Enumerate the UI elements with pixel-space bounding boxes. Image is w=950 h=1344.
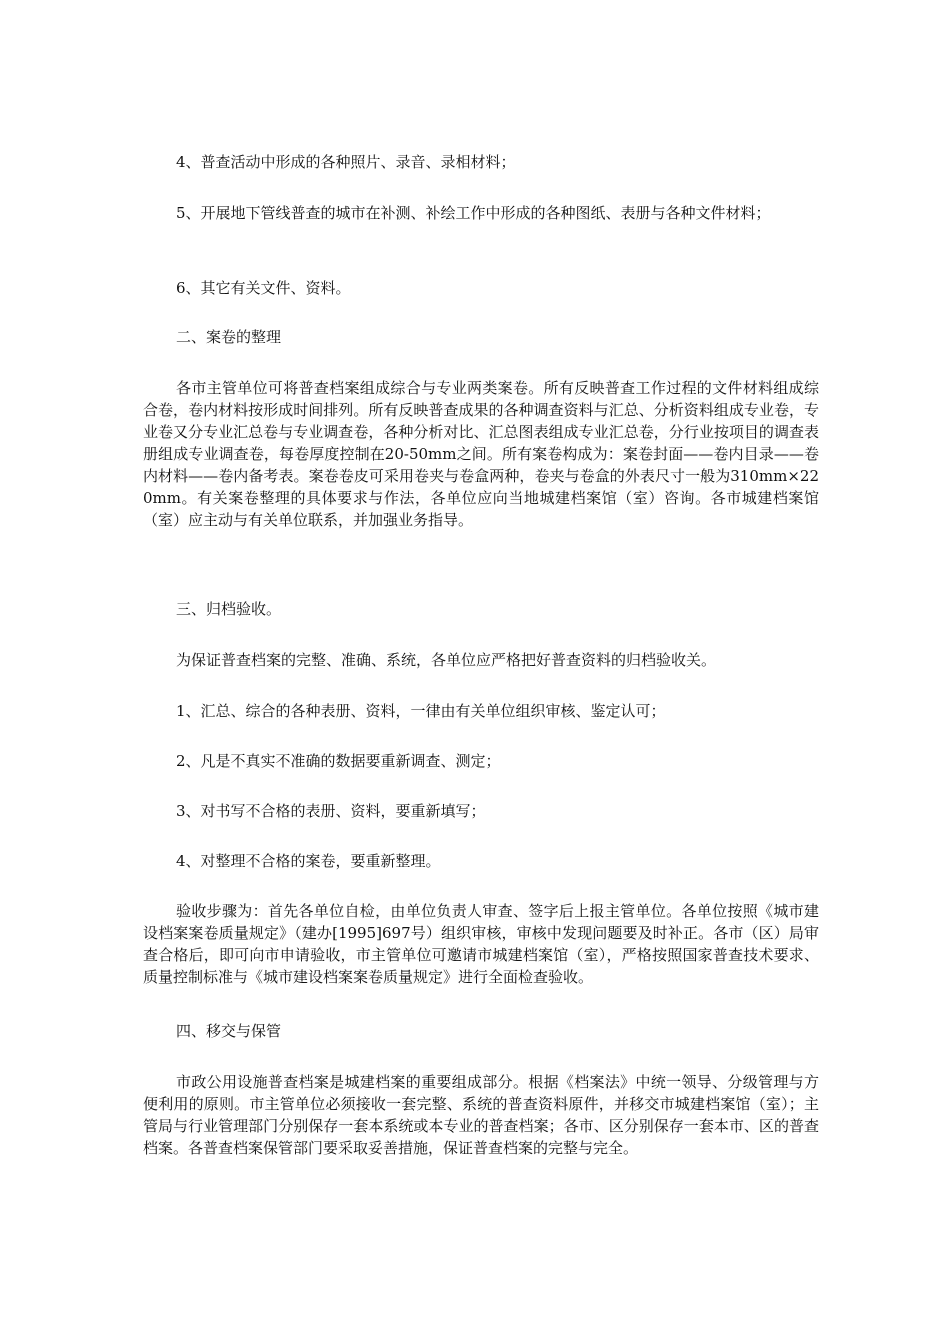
section-heading: 二、案卷的整理: [176, 328, 282, 346]
section-heading: 三、归档验收。: [176, 600, 282, 618]
list-item: 3、对书写不合格的表册、资料，要重新填写；: [176, 802, 486, 820]
paragraph: 为保证普查档案的完整、准确、系统，各单位应严格把好普查资料的归档验收关。: [176, 651, 717, 669]
list-item: 1、汇总、综合的各种表册、资料，一律由有关单位组织审核、鉴定认可；: [176, 702, 666, 720]
paragraph: 各市主管单位可将普查档案组成综合与专业两类案卷。所有反映普查工作过程的文件材料组成综合卷，卷内材料按形成时间排列。所有反映普查成果的各种调查资料与汇总、分析资料组成专业卷，专业卷又分专业汇总卷与专业调查卷，各种分析对比、汇总图表组成专业汇总卷，分行业按项目的调查表册组成专业调查卷，每卷厚度控制在20-50mm之间。所有案卷构成为：案卷封面——卷内目录——卷内材料——卷内备考表。案卷卷皮可采用卷夹与卷盒两种，卷夹与卷盒的外表尺寸一般为310mm×220mm。有关案卷整理的具体要求与作法，各单位应向当地城建档案馆（室）咨询。各市城建档案馆（室）应主动与有关单位联系，并加强业务指导。: [143, 379, 819, 529]
list-item: 4、对整理不合格的案卷，要重新整理。: [176, 852, 441, 870]
list-item: 5、开展地下管线普查的城市在补测、补绘工作中形成的各种图纸、表册与各种文件材料；: [176, 204, 771, 222]
paragraph: 验收步骤为：首先各单位自检，由单位负责人审查、签字后上报主管单位。各单位按照《城市建设档案案卷质量规定》（建办[1995]697号）组织审核，审核中发现问题要及时补正。各市（区）局审查合格后，即可向市申请验收，市主管单位可邀请市城建档案馆（室），严格按照国家普查技术要求、质量控制标准与《城市建设档案案卷质量规定》进行全面检查验收。: [143, 902, 819, 986]
list-item: 2、凡是不真实不准确的数据要重新调查、测定；: [176, 752, 501, 770]
list-item: 6、其它有关文件、资料。: [176, 279, 351, 297]
section-heading: 四、移交与保管: [176, 1022, 282, 1040]
list-item: 4、普查活动中形成的各种照片、录音、录相材料；: [176, 153, 516, 171]
paragraph: 市政公用设施普查档案是城建档案的重要组成部分。根据《档案法》中统一领导、分级管理与方便利用的原则。市主管单位必须接收一套完整、系统的普查资料原件，并移交市城建档案馆（室）；主管局与行业管理部门分别保存一套本系统或本专业的普查档案；各市、区分别保存一套本市、区的普查档案。各普查档案保管部门要采取妥善措施，保证普查档案的完整与完全。: [143, 1073, 819, 1157]
